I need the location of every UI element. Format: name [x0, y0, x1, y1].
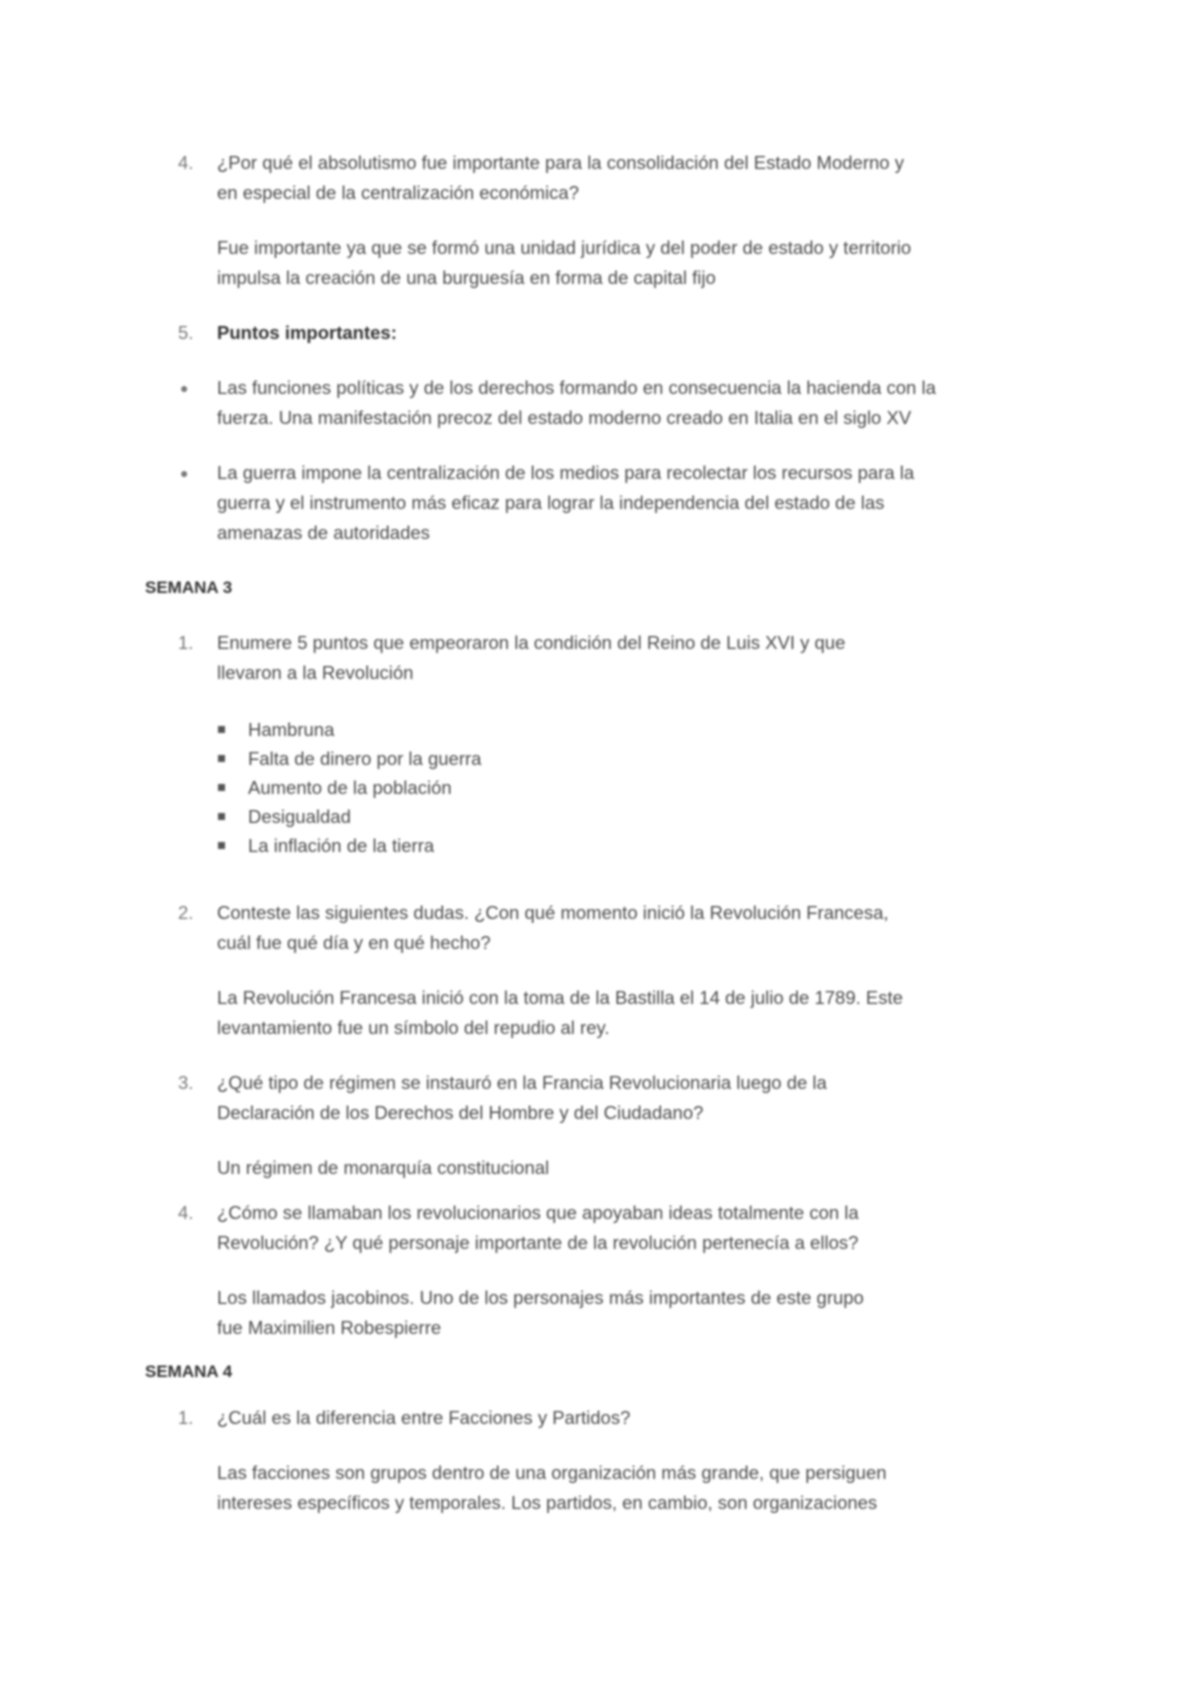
list-item: Falta de dinero por la guerra [248, 748, 482, 769]
list-item: Hambruna [248, 719, 335, 740]
question-number: 5. [178, 322, 194, 343]
question-number: 2. [178, 902, 194, 923]
question-text: ¿Qué tipo de régimen se instauró en la Francia Revolucionaria luego de la [217, 1072, 827, 1093]
bullet-icon: ● [180, 380, 189, 396]
bullet-square-icon [218, 784, 225, 791]
answer-text: Fue importante ya que se formó una unidad jurídica y del poder de estado y territorio [217, 237, 912, 258]
bullet-square-icon [218, 813, 225, 820]
point-text: guerra y el instrumento más eficaz para lograr la independencia del estado de las [217, 492, 885, 513]
list-item: Desigualdad [248, 806, 351, 827]
bullet-square-icon [218, 755, 225, 762]
answer-text: La Revolución Francesa inició con la toma de la Bastilla el 14 de julio de 1789. Este [217, 987, 903, 1008]
question-text: ¿Cuál es la diferencia entre Facciones y Partidos? [217, 1407, 631, 1428]
point-text: La guerra impone la centralización de los medios para recolectar los recursos para la [217, 462, 915, 483]
question-text: Conteste las siguientes dudas. ¿Con qué momento inició la Revolución Francesa, [217, 902, 889, 923]
question-text: Declaración de los Derechos del Hombre y del Ciudadano? [217, 1102, 704, 1123]
question-number: 4. [178, 152, 194, 173]
question-number: 1. [178, 632, 194, 653]
point-text: amenazas de autoridades [217, 522, 430, 543]
answer-text: intereses específicos y temporales. Los partidos, en cambio, son organizaciones [217, 1492, 878, 1513]
answer-text: Las facciones son grupos dentro de una organización más grande, que persiguen [217, 1462, 887, 1483]
point-text: Las funciones políticas y de los derechos formando en consecuencia la hacienda con la [217, 377, 936, 398]
question-text: llevaron a la Revolución [217, 662, 414, 683]
list-item: Aumento de la población [248, 777, 452, 798]
bullet-icon: ● [180, 465, 189, 481]
answer-text: impulsa la creación de una burguesía en forma de capital fijo [217, 267, 716, 288]
bullet-square-icon [218, 842, 225, 849]
answer-text: levantamiento fue un símbolo del repudio al rey. [217, 1017, 610, 1038]
bullet-square-icon [218, 726, 225, 733]
question-number: 4. [178, 1202, 194, 1223]
point-text: fuerza. Una manifestación precoz del estado moderno creado en Italia en el siglo XV [217, 407, 912, 428]
question-text: ¿Por qué el absolutismo fue importante para la consolidación del Estado Moderno y [217, 152, 904, 173]
question-text: en especial de la centralización económica? [217, 182, 579, 203]
answer-text: Un régimen de monarquía constitucional [217, 1157, 550, 1178]
question-number: 1. [178, 1407, 194, 1428]
section-heading: SEMANA 3 [145, 578, 233, 597]
question-text: cuál fue qué día y en qué hecho? [217, 932, 491, 953]
question-text: Revolución? ¿Y qué personaje importante de la revolución pertenecía a ellos? [217, 1232, 859, 1253]
list-item: La inflación de la tierra [248, 835, 435, 856]
section-label: Puntos importantes: [217, 322, 397, 343]
question-text: Enumere 5 puntos que empeoraron la condición del Reino de Luis XVI y que [217, 632, 846, 653]
question-text: ¿Cómo se llamaban los revolucionarios que apoyaban ideas totalmente con la [217, 1202, 859, 1223]
answer-text: fue Maximilien Robespierre [217, 1317, 442, 1338]
question-number: 3. [178, 1072, 194, 1093]
answer-text: Los llamados jacobinos. Uno de los personajes más importantes de este grupo [217, 1287, 864, 1308]
section-heading: SEMANA 4 [145, 1362, 233, 1381]
